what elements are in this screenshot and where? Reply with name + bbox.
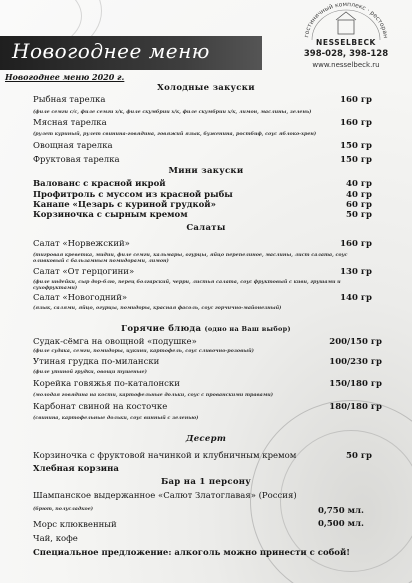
price-fruit-plate: 150 гр [340, 155, 372, 165]
price-vegetable-plate: 150 гр [340, 141, 372, 151]
item-profiterole: Профитроль с муссом из красной рыбы [33, 190, 233, 200]
desc-pike-salmon: (филе судака, семги, помидоры, цукини, картофель, соус сливочно-розовый) [33, 348, 254, 354]
price-champagne: 0,750 мл. [318, 506, 364, 516]
item-bread-basket: Хлебная корзина [33, 464, 119, 474]
item-meat-plate: Мясная тарелка [33, 118, 107, 128]
price-fish-plate: 160 гр [340, 95, 372, 105]
item-champagne: Шампанское выдержанное «Салют Златоглавая» (Россия) [33, 491, 297, 501]
desc-salad-duchess-2: сухофруктами) [33, 285, 78, 291]
price-pike-salmon: 200/150 гр [329, 337, 382, 347]
item-salad-duchess: Салат «От герцогини» [33, 267, 135, 277]
desc-duck-breast: (филе утиной грудки, овощи тушеные) [33, 369, 147, 375]
item-cranberry-mors: Морс клюквенный [33, 520, 117, 530]
item-pike-salmon: Судак-сёмга на овощной «подушке» [33, 337, 197, 347]
item-vegetable-plate: Овощная тарелка [33, 141, 113, 151]
section-salads: Салаты [186, 223, 226, 233]
section-cold-starters: Холодные закуски [157, 83, 255, 93]
item-fruit-basket-dessert: Корзиночка с фруктовой начинкой и клубничным кремом [33, 451, 297, 461]
item-canape-caesar: Канапе «Цезарь с куриной грудкой» [33, 200, 216, 210]
logo-phones: 398-028, 398-128 [303, 49, 389, 59]
desc-salad-norwegian-2: оливковый с бальзамным помидорами, лимон) [33, 258, 169, 264]
price-cheese-basket: 50 гр [346, 210, 372, 220]
item-fruit-plate: Фруктовая тарелка [33, 155, 120, 165]
section-bar: Бар на 1 персону [160, 477, 252, 487]
price-meat-plate: 160 гр [340, 118, 372, 128]
price-beef-loin: 150/180 гр [329, 379, 382, 389]
desc-beef-loin: (молодая говядина на кости, картофельные дольки, соус с прованскими травами) [33, 392, 274, 398]
desc-champagne: (брют, полусладкое) [33, 506, 94, 512]
item-fish-plate: Рыбная тарелка [33, 95, 106, 105]
hot-dishes-title: Горячие блюда [121, 324, 202, 334]
hot-dishes-note: (одно на Ваш выбор) [204, 325, 291, 333]
item-pork-carbonade: Карбонат свиной на косточке [33, 402, 168, 412]
logo-arc-icon [300, 2, 392, 42]
special-offer: Специальное предложение: алкоголь можно принести с собой! [33, 548, 350, 558]
header-banner [0, 36, 262, 70]
price-cranberry-mors: 0,500 мл. [318, 519, 364, 529]
price-duck-breast: 100/230 гр [329, 357, 382, 367]
page-title: Новогоднее меню [12, 39, 210, 63]
price-salad-norwegian: 160 гр [340, 239, 372, 249]
section-dessert: Десерт [185, 434, 227, 444]
section-mini-starters: Мини закуски [168, 166, 244, 176]
logo-name: NESSELBECK [316, 38, 376, 47]
item-salad-new-year: Салат «Новогодний» [33, 293, 128, 303]
logo-website[interactable]: www.nesselbeck.ru [312, 61, 380, 69]
logo-arc-text: гостиничный комплекс · ресторан [303, 2, 389, 39]
price-pork-carbonade: 180/180 гр [329, 402, 382, 412]
price-salad-duchess: 130 гр [340, 267, 372, 277]
menu-year-heading: Новогоднее меню 2020 г. [5, 72, 125, 82]
price-salad-new-year: 140 гр [340, 293, 372, 303]
item-vol-au-vent: Валованс с красной икрой [33, 179, 166, 189]
desc-salad-norwegian-1: (тигровая креветка, мидии, филе семги, кальмары, огурцы, яйцо перепелиное, маслины, лист салата, соус [33, 252, 348, 258]
item-cheese-basket: Корзиночка с сырным кремом [33, 210, 188, 220]
section-hot-dishes [0, 325, 412, 334]
desc-pork-carbonade: (свинина, картофельные дольки, соус винный с зеленью) [33, 415, 199, 421]
price-canape-caesar: 60 гр [346, 200, 372, 210]
item-duck-breast: Утиная грудка по-милански [33, 357, 160, 367]
item-beef-loin: Корейка говяжья по-каталонски [33, 379, 180, 389]
price-profiterole: 40 гр [346, 190, 372, 200]
desc-salad-duchess-1: (филе индейки, сыр дор-блю, перец болгарский, черри, листья салата, соус фруктовый с киви, грушами и [33, 279, 341, 285]
desc-meat-plate: (рулет куриный, рулет свинина-говядина, говяжий язык, буженина, ростбиф, соус яблоко-хрен) [33, 131, 317, 137]
desc-salad-new-year: (язык, салями, яйцо, огурцы, помидоры, красная фасоль, соус горчично-майонезный) [33, 305, 282, 311]
desc-fish-plate: (филе семги с/с, филе семги х/к, филе скумбрии х/к, филе скумбрии х/к, лимон, маслины, зелень) [33, 109, 312, 115]
item-tea-coffee: Чай, кофе [33, 534, 78, 544]
restaurant-logo [300, 2, 392, 82]
price-vol-au-vent: 40 гр [346, 179, 372, 189]
price-fruit-basket-dessert: 50 гр [346, 451, 372, 461]
item-salad-norwegian: Салат «Норвежский» [33, 239, 130, 249]
